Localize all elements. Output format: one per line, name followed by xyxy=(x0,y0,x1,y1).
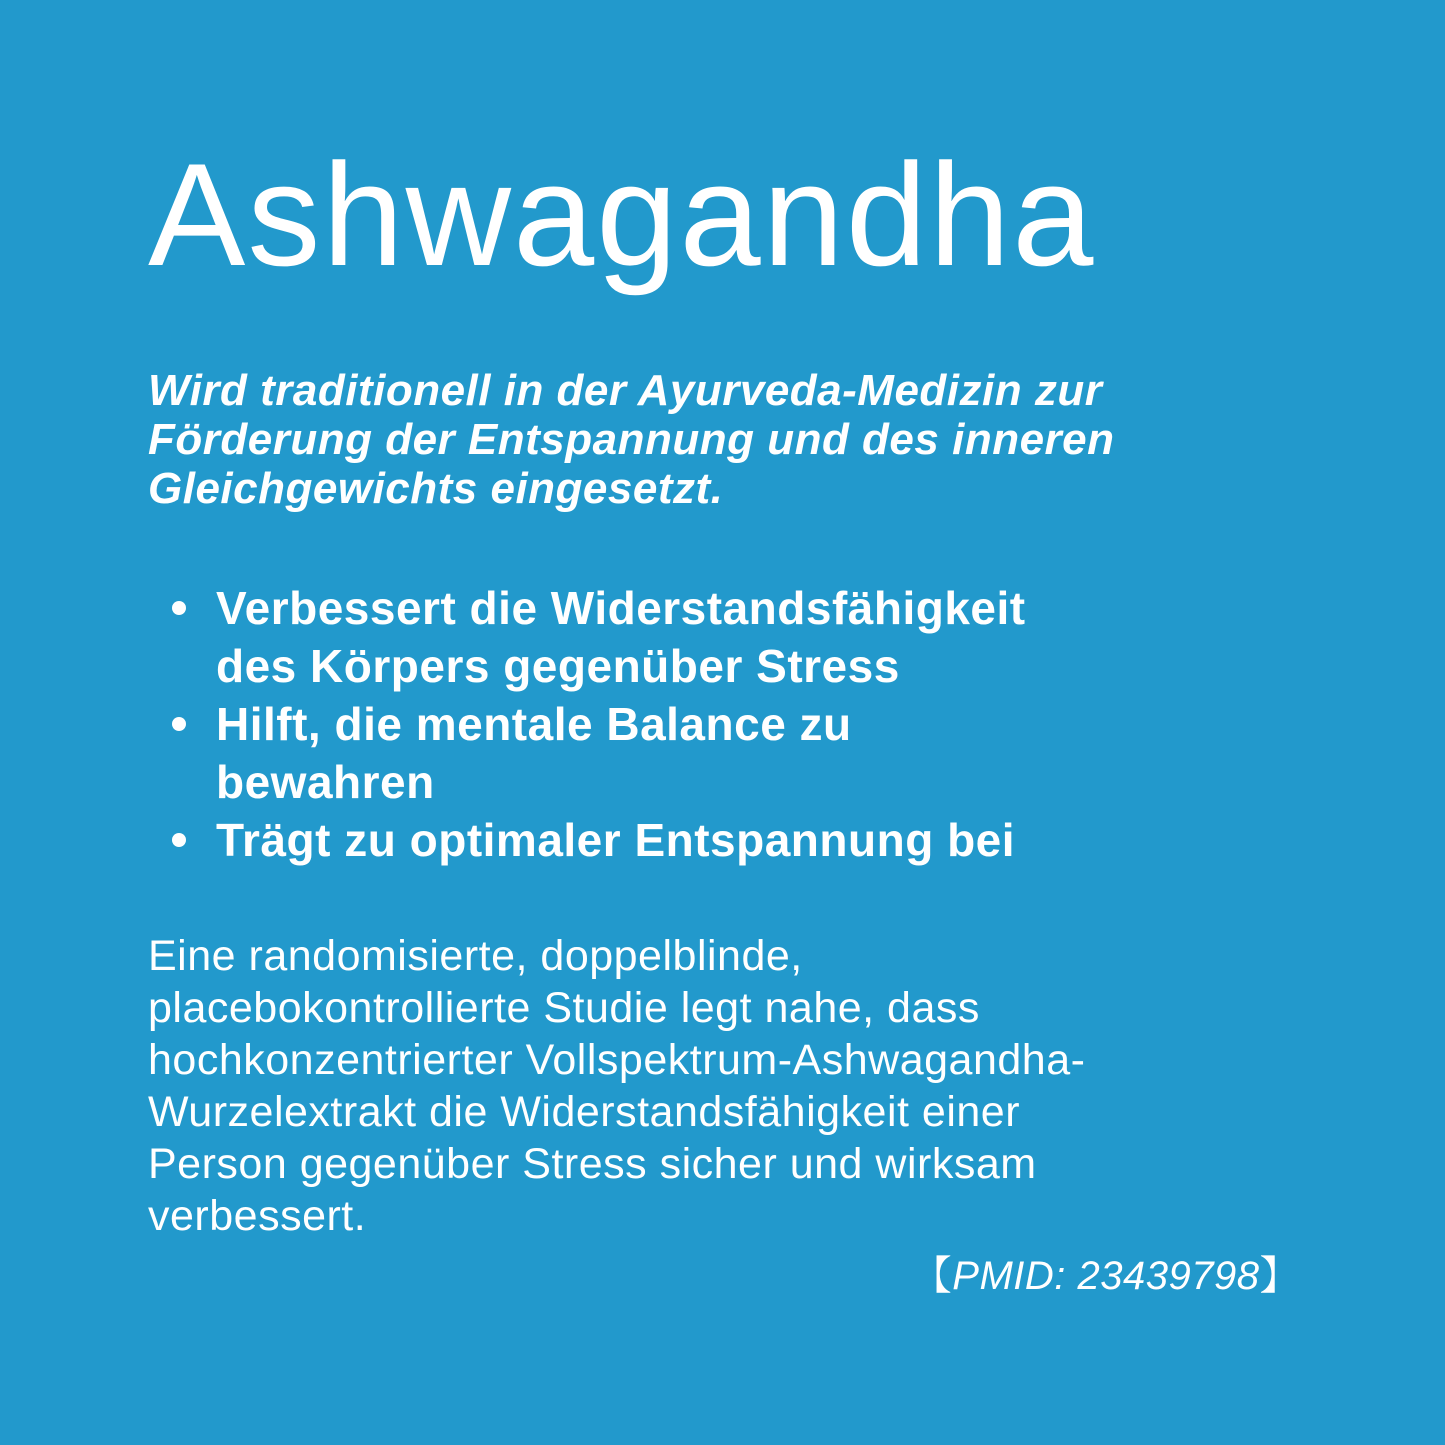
list-item xyxy=(148,579,1300,695)
study-line: Wurzelextrakt die Widerstandsfähigkeit einer xyxy=(148,1088,1021,1136)
benefit-line: Hilft, die mentale Balance zu xyxy=(216,698,852,750)
benefit-line: Trägt zu optimaler Entspannung bei xyxy=(216,814,1016,866)
pmid-citation xyxy=(148,1252,1300,1300)
study-summary xyxy=(148,930,1300,1242)
study-line: hochkonzentrierter Vollspektrum-Ashwagandha- xyxy=(148,1036,1086,1084)
study-line: placebokontrollierte Studie legt nahe, dass xyxy=(148,984,980,1032)
list-item xyxy=(148,695,1300,811)
close-bracket: 】 xyxy=(1259,1253,1300,1299)
study-line: verbessert. xyxy=(148,1192,367,1240)
pmid-text: PMID: 23439798 xyxy=(952,1254,1260,1298)
benefit-line: bewahren xyxy=(216,756,435,808)
study-line: Eine randomisierte, doppelblinde, xyxy=(148,932,803,980)
intro-line: Wird traditionell in der Ayurveda-Medizin zur xyxy=(148,366,1103,415)
study-line: Person gegenüber Stress sicher und wirksam xyxy=(148,1140,1037,1188)
benefit-line: Verbessert die Widerstandsfähigkeit xyxy=(216,582,1026,634)
page-title: Ashwagandha xyxy=(148,133,1096,296)
benefit-line: des Körpers gegenüber Stress xyxy=(216,640,900,692)
intro-line: Förderung der Entspannung und des inneren xyxy=(148,415,1115,464)
intro-line: Gleichgewichts eingesetzt. xyxy=(148,464,724,513)
benefits-list xyxy=(148,579,1300,869)
bullet-icon xyxy=(172,717,186,731)
intro-text xyxy=(148,366,1300,513)
list-item xyxy=(148,811,1300,869)
bullet-icon xyxy=(172,601,186,615)
bullet-icon xyxy=(172,833,186,847)
open-bracket: 【 xyxy=(911,1253,953,1299)
